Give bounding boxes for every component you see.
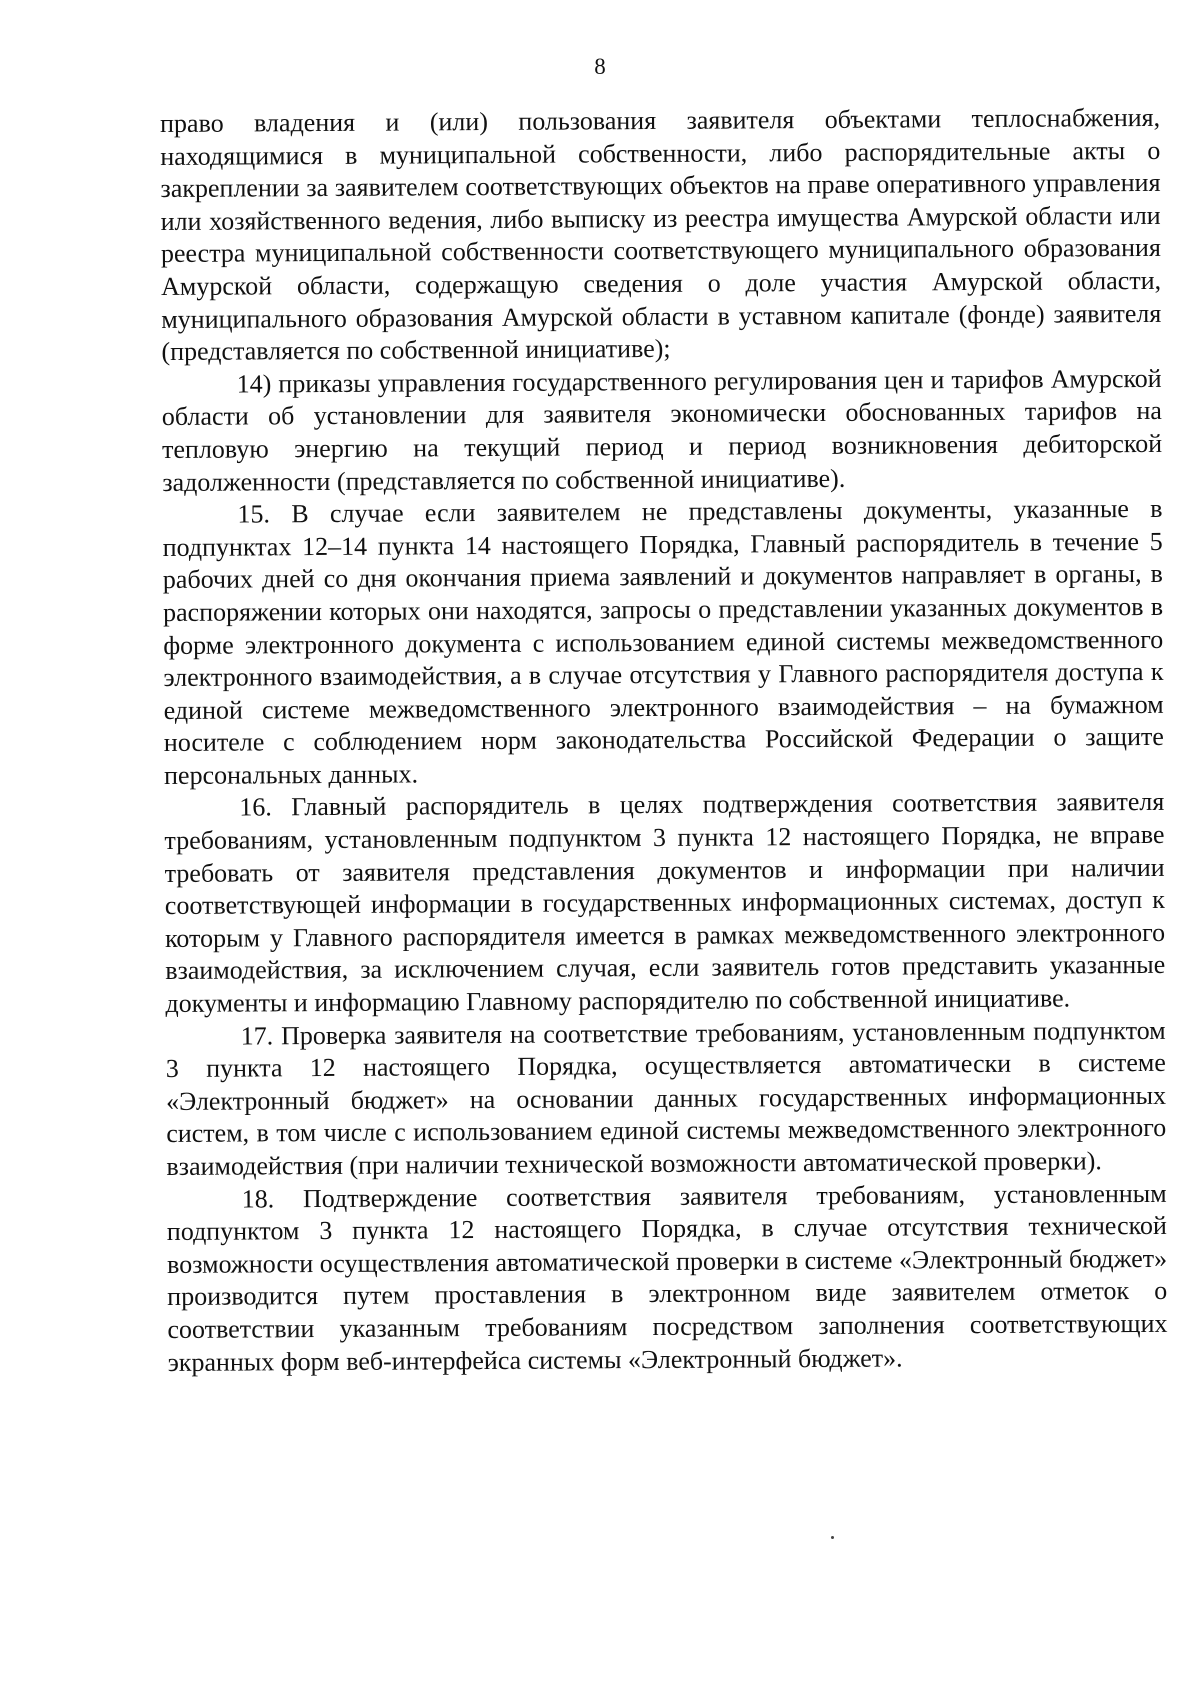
paragraph-clause-18: 18. Подтверждение соответствия заявителя требованиям, установленным подпунктом 3 пункта 12 настоящего Порядка, в случае отсутствия технической возможности осуществления автоматической проверки в системе «Электронный бюджет» производится путем проставления в электронном виде заявителем отметок о соответствии указанным требованиям посредством заполнения соответствующих экранных форм веб-интерфейса системы «Электронный бюджет». [166,1178,1168,1377]
scan-speck [831,1536,834,1539]
document-body [160,102,1168,1379]
paragraph-clause-17: 17. Проверка заявителя на соответствие требованиям, установленным подпунктом 3 пункта 12 настоящего Порядка, осуществляется автоматически в системе «Электронный бюджет» на основании данных государственных информационных систем, в том числе с использованием единой системы межведомственного электронного взаимодействия (при наличии технической возможности автоматической проверки). [165,1015,1167,1181]
paragraph-clause-15: 15. В случае если заявителем не представлены документы, указанные в подпунктах 12–14 пункта 14 настоящего Порядка, Главный распорядитель в течение 5 рабочих дней со дня окончания приема заявлений и документов направляет в органы, в распоряжении которых они находятся, запросы о представлении указанных документов в форме электронного документа с использованием единой системы межведомственного электронного взаимодействия, а в случае отсутствия у Главного распорядителя доступа к единой системе межведомственного электронного взаимодействия – на бумажном носителе с соблюдением норм законодательства Российской Федерации о защите персональных данных. [162,494,1164,790]
page-number: 8 [594,54,606,79]
paragraph-clause-16: 16. Главный распорядитель в целях подтверждения соответствия заявителя требованиям, установленным подпунктом 3 пункта 12 настоящего Порядка, не вправе требовать от заявителя представления документов и информации при наличии соответствующей информации в государственных информационных системах, доступ к которым у Главного распорядителя имеется в рамках межведомственного электронного взаимодействия, за исключением случая, если заявитель готов представить указанные документы и информацию Главному распорядителю по собственной инициативе. [164,787,1166,1019]
paragraph-continuation: право владения и (или) пользования заявителя объектами теплоснабжения, находящимися в муниципальной собственности, либо распорядительные акты о закреплении за заявителем соответствующих объектов на праве оперативного управления или хозяйственного ведения, либо выписку из реестра имущества Амурской области или реестра муниципальной собственности соответствующего муниципального образования Амурской области, содержащую сведения о доле участия Амурской области, муниципального образования Амурской области в уставном капитале (фонде) заявителя (представляется по собственной инициативе); [160,102,1162,367]
paragraph-item-14: 14) приказы управления государственного регулирования цен и тарифов Амурской области об установлении для заявителя экономически обоснованных тарифов на тепловую энергию на текущий период и период возникновения дебиторской задолженности (представляется по собственной инициативе). [161,363,1163,497]
